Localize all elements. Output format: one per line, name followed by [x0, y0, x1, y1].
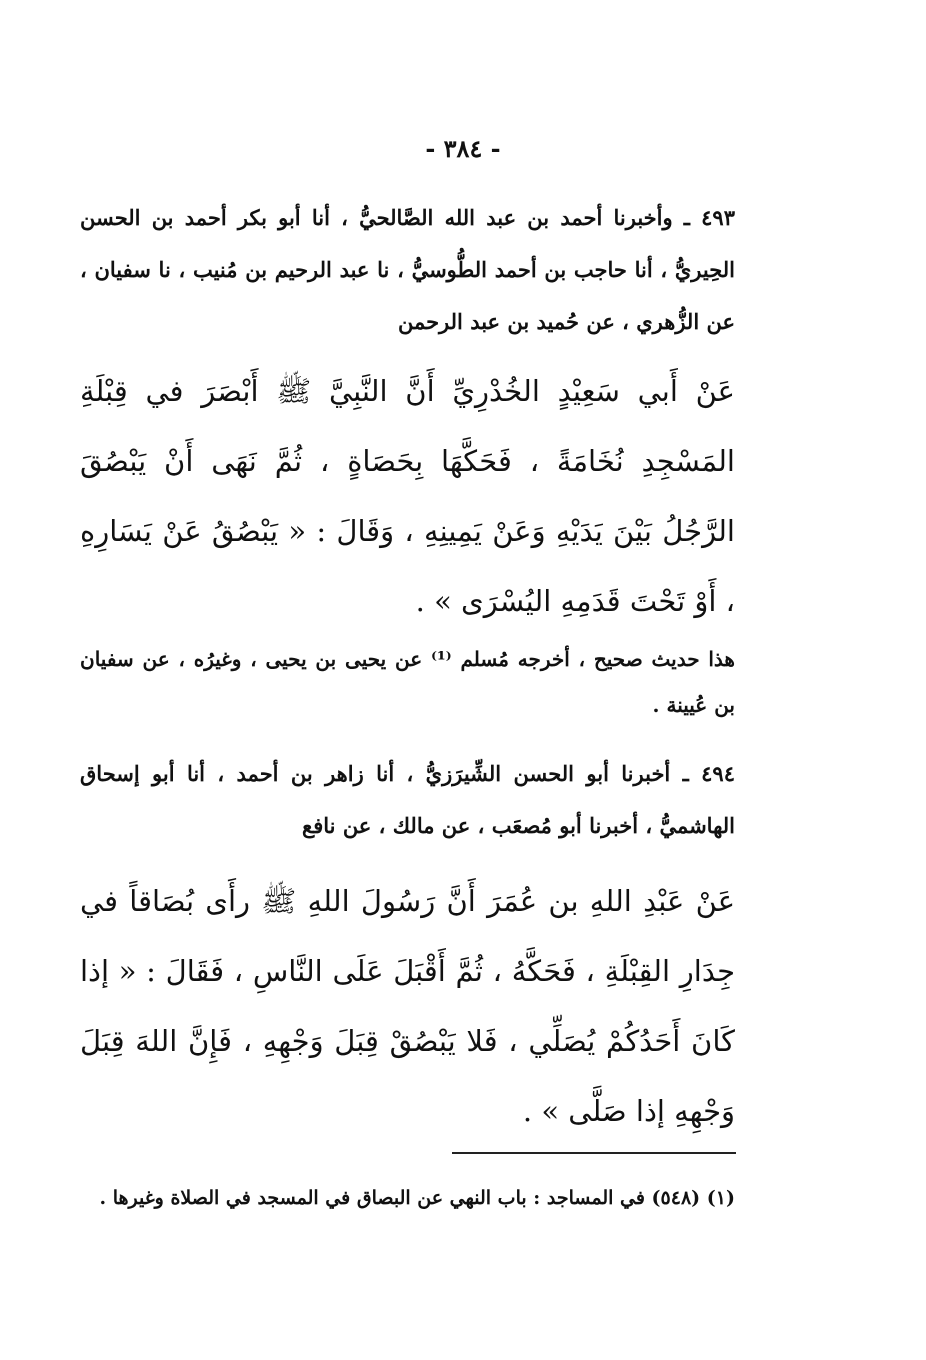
footnote-divider: [452, 1152, 736, 1154]
footnote: (١) (٥٤٨) في المساجد : باب النهي عن البصاق في المسجد في الصلاة وغيرها .: [99, 1187, 735, 1209]
hadith-493-isnad: ٤٩٣ ـ وأخبرنا أحمد بن عبد الله الصَّالحيُّ ، أنا أبو بكر أحمد بن الحسن الحِيريُّ ، أنا حاجب بن أحمد الطُّوسيُّ ، نا عبد الرحيم بن مُنيب ، نا سفيان ، عن الزُّهري ، عن حُميد بن عبد الرحمن: [80, 205, 735, 334]
hadith-494-isnad: ٤٩٤ ـ أخبرنا أبو الحسن الشِّيرَزيُّ ، أنا زاهر بن أحمد ، أنا أبو إسحاق الهاشميُّ ، أخبرنا أبو مُصعَب ، عن مالك ، عن نافع: [80, 761, 735, 838]
hadith-493-text: عَنْ أَبي سَعِيْدٍ الخُدْرِيِّ أَنَّ النَّبِيَّ ﷺ أَبْصَرَ في قِبْلَةِ المَسْجِدِ نُخَامَةً ، فَحَكَّهَا بِحَصَاةٍ ، ثُمَّ نَهَى أَنْ يَبْصُقَ الرَّجُلُ بَيْنَ يَدَيْهِ وَعَنْ يَمِينِهِ ، وَقَالَ : « يَبْصُقُ عَنْ يَسَارِهِ ، أَوْ تَحْتَ قَدَمِهِ اليُسْرَى » .: [80, 374, 735, 618]
hadith-493-commentary: هذا حديث صحيح ، أخرجه مُسلم ⁽¹⁾ عن يحيى بن يحيى ، وغيرُه ، عن سفيان بن عُيينة .: [80, 647, 735, 717]
page-number: - ٣٨٤ -: [425, 134, 501, 163]
hadith-494-text: عَنْ عَبْدِ اللهِ بن عُمَرَ أَنَّ رَسُولَ اللهِ ﷺ رأَى بُصَاقاً في جِدَارِ القِبْلَةِ ، فَحَكَّهُ ، ثُمَّ أَقْبَلَ عَلَى النَّاسِ ، فَقَالَ : « إذا كَانَ أَحَدُكُمْ يُصَلِّي ، فَلا يَبْصُقْ قِبَلَ وَجْهِهِ ، فَإِنَّ اللهَ قِبَلَ وَجْهِهِ إذا صَلَّى » .: [80, 884, 735, 1128]
